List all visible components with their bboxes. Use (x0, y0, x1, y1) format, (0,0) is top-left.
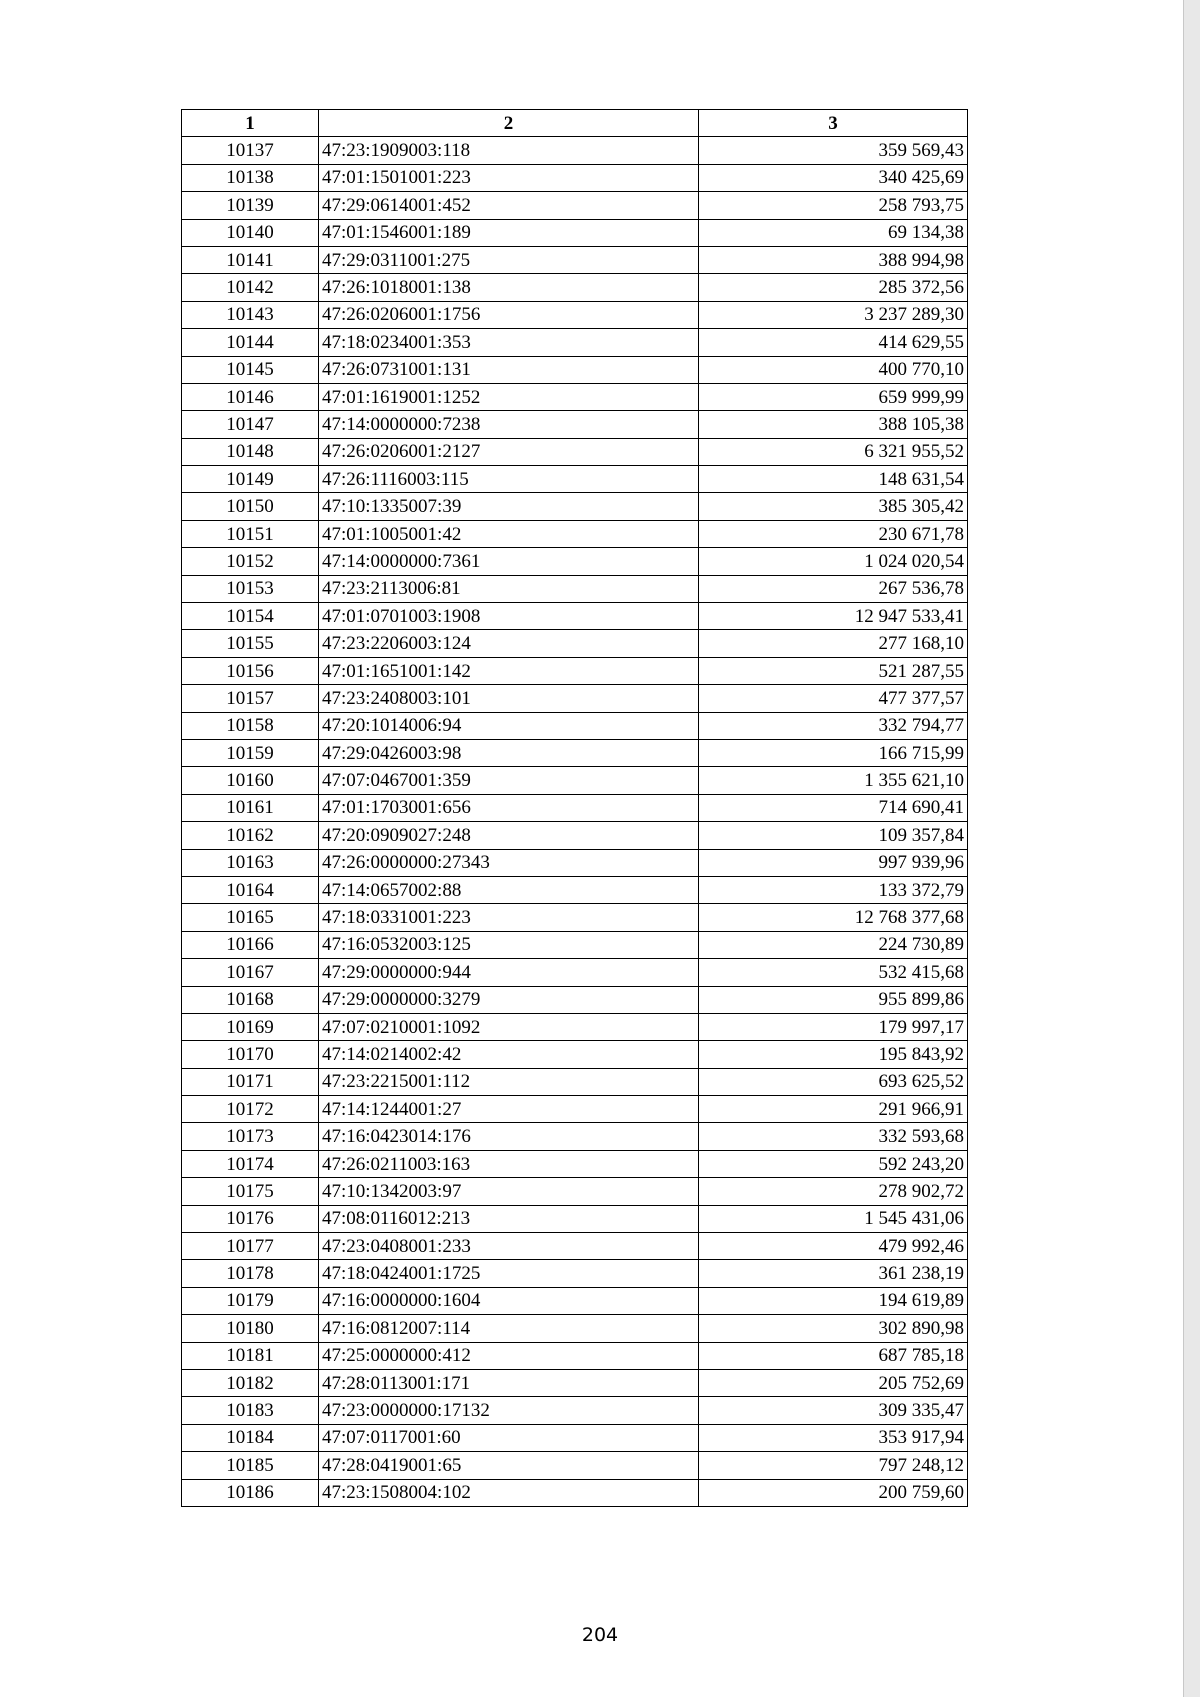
cadastral-value-cell: 6 321 955,52 (699, 438, 968, 465)
cadastral-number-cell: 47:14:0657002:88 (319, 876, 699, 903)
cadastral-value-cell: 521 287,55 (699, 657, 968, 684)
table-row (182, 274, 968, 301)
cadastral-value-cell: 1 545 431,06 (699, 1205, 968, 1232)
table-row (182, 356, 968, 383)
table-row (182, 1397, 968, 1424)
table-body (182, 137, 968, 1507)
cadastral-value-cell: 592 243,20 (699, 1150, 968, 1177)
table-row (182, 767, 968, 794)
table-row (182, 712, 968, 739)
cadastral-value-cell: 1 024 020,54 (699, 548, 968, 575)
table-row (182, 685, 968, 712)
table-row (182, 822, 968, 849)
table-row (182, 1150, 968, 1177)
row-number-cell: 10146 (182, 383, 319, 410)
cadastral-value-cell: 277 168,10 (699, 630, 968, 657)
cadastral-value-cell: 285 372,56 (699, 274, 968, 301)
column-header-cadastral-number: 2 (319, 110, 699, 137)
page-edge-scrollbar (1183, 0, 1200, 1697)
cadastral-value-cell: 179 997,17 (699, 1013, 968, 1040)
table-row (182, 1123, 968, 1150)
table-row (182, 438, 968, 465)
row-number-cell: 10176 (182, 1205, 319, 1232)
table-row (182, 1424, 968, 1451)
table-row (182, 411, 968, 438)
cadastral-number-cell: 47:29:0426003:98 (319, 739, 699, 766)
cadastral-number-cell: 47:29:0614001:452 (319, 192, 699, 219)
cadastral-value-cell: 693 625,52 (699, 1068, 968, 1095)
table-row (182, 657, 968, 684)
row-number-cell: 10140 (182, 219, 319, 246)
row-number-cell: 10137 (182, 137, 319, 164)
row-number-cell: 10157 (182, 685, 319, 712)
cadastral-value-cell: 148 631,54 (699, 466, 968, 493)
cadastral-number-cell: 47:23:2215001:112 (319, 1068, 699, 1095)
table-row (182, 1260, 968, 1287)
row-number-cell: 10143 (182, 301, 319, 328)
row-number-cell: 10183 (182, 1397, 319, 1424)
table-row (182, 959, 968, 986)
row-number-cell: 10151 (182, 520, 319, 547)
cadastral-number-cell: 47:25:0000000:412 (319, 1342, 699, 1369)
table-row (182, 520, 968, 547)
table-row (182, 1315, 968, 1342)
row-number-cell: 10138 (182, 164, 319, 191)
cadastral-number-cell: 47:26:0731001:131 (319, 356, 699, 383)
cadastral-number-cell: 47:01:1619001:1252 (319, 383, 699, 410)
row-number-cell: 10171 (182, 1068, 319, 1095)
cadastral-value-cell: 659 999,99 (699, 383, 968, 410)
cadastral-value-cell: 133 372,79 (699, 876, 968, 903)
table-row (182, 1068, 968, 1095)
cadastral-number-cell: 47:20:0909027:248 (319, 822, 699, 849)
cadastral-value-cell: 477 377,57 (699, 685, 968, 712)
cadastral-number-cell: 47:16:0532003:125 (319, 931, 699, 958)
cadastral-number-cell: 47:26:0211003:163 (319, 1150, 699, 1177)
cadastral-number-cell: 47:26:0206001:2127 (319, 438, 699, 465)
cadastral-value-cell: 109 357,84 (699, 822, 968, 849)
cadastral-value-cell: 955 899,86 (699, 986, 968, 1013)
cadastral-value-cell: 12 768 377,68 (699, 904, 968, 931)
cadastral-number-cell: 47:01:1651001:142 (319, 657, 699, 684)
cadastral-number-cell: 47:26:0000000:27343 (319, 849, 699, 876)
table-row (182, 575, 968, 602)
cadastral-value-cell: 385 305,42 (699, 493, 968, 520)
cadastral-number-cell: 47:26:1018001:138 (319, 274, 699, 301)
table-row (182, 986, 968, 1013)
row-number-cell: 10170 (182, 1041, 319, 1068)
cadastral-number-cell: 47:23:2113006:81 (319, 575, 699, 602)
cadastral-number-cell: 47:23:1508004:102 (319, 1479, 699, 1506)
row-number-cell: 10153 (182, 575, 319, 602)
row-number-cell: 10172 (182, 1096, 319, 1123)
cadastral-value-cell: 205 752,69 (699, 1369, 968, 1396)
cadastral-number-cell: 47:01:1703001:656 (319, 794, 699, 821)
cadastral-value-cell: 687 785,18 (699, 1342, 968, 1369)
cadastral-value-cell: 166 715,99 (699, 739, 968, 766)
cadastral-number-cell: 47:28:0113001:171 (319, 1369, 699, 1396)
cadastral-value-cell: 340 425,69 (699, 164, 968, 191)
cadastral-value-table (181, 109, 968, 1507)
cadastral-value-cell: 194 619,89 (699, 1287, 968, 1314)
row-number-cell: 10149 (182, 466, 319, 493)
row-number-cell: 10167 (182, 959, 319, 986)
table-row (182, 548, 968, 575)
row-number-cell: 10161 (182, 794, 319, 821)
table-row (182, 164, 968, 191)
cadastral-number-cell: 47:14:0214002:42 (319, 1041, 699, 1068)
cadastral-value-cell: 361 238,19 (699, 1260, 968, 1287)
cadastral-number-cell: 47:16:0812007:114 (319, 1315, 699, 1342)
table-row (182, 301, 968, 328)
table-row (182, 1287, 968, 1314)
cadastral-value-cell: 309 335,47 (699, 1397, 968, 1424)
row-number-cell: 10163 (182, 849, 319, 876)
table-row (182, 246, 968, 273)
table-row (182, 219, 968, 246)
table-row (182, 630, 968, 657)
row-number-cell: 10142 (182, 274, 319, 301)
cadastral-value-cell: 359 569,43 (699, 137, 968, 164)
row-number-cell: 10148 (182, 438, 319, 465)
cadastral-number-cell: 47:14:0000000:7238 (319, 411, 699, 438)
table-row (182, 849, 968, 876)
table-header-row (182, 110, 968, 137)
table-row (182, 329, 968, 356)
cadastral-number-cell: 47:01:0701003:1908 (319, 603, 699, 630)
row-number-cell: 10156 (182, 657, 319, 684)
cadastral-value-cell: 224 730,89 (699, 931, 968, 958)
table-row (182, 1233, 968, 1260)
table-row (182, 493, 968, 520)
table-row (182, 1013, 968, 1040)
cadastral-value-cell: 291 966,91 (699, 1096, 968, 1123)
row-number-cell: 10164 (182, 876, 319, 903)
row-number-cell: 10173 (182, 1123, 319, 1150)
cadastral-number-cell: 47:29:0000000:3279 (319, 986, 699, 1013)
cadastral-number-cell: 47:23:1909003:118 (319, 137, 699, 164)
cadastral-value-cell: 400 770,10 (699, 356, 968, 383)
cadastral-number-cell: 47:20:1014006:94 (319, 712, 699, 739)
cadastral-value-cell: 388 105,38 (699, 411, 968, 438)
page-number: 204 (581, 1624, 619, 1646)
row-number-cell: 10180 (182, 1315, 319, 1342)
row-number-cell: 10174 (182, 1150, 319, 1177)
row-number-cell: 10169 (182, 1013, 319, 1040)
cadastral-number-cell: 47:07:0467001:359 (319, 767, 699, 794)
table-row (182, 1096, 968, 1123)
cadastral-value-cell: 479 992,46 (699, 1233, 968, 1260)
cadastral-number-cell: 47:16:0000000:1604 (319, 1287, 699, 1314)
cadastral-number-cell: 47:08:0116012:213 (319, 1205, 699, 1232)
cadastral-value-cell: 200 759,60 (699, 1479, 968, 1506)
row-number-cell: 10184 (182, 1424, 319, 1451)
row-number-cell: 10141 (182, 246, 319, 273)
table-row (182, 794, 968, 821)
row-number-cell: 10182 (182, 1369, 319, 1396)
table-row (182, 904, 968, 931)
cadastral-number-cell: 47:07:0210001:1092 (319, 1013, 699, 1040)
cadastral-number-cell: 47:18:0424001:1725 (319, 1260, 699, 1287)
cadastral-value-cell: 1 355 621,10 (699, 767, 968, 794)
cadastral-number-cell: 47:23:0408001:233 (319, 1233, 699, 1260)
row-number-cell: 10168 (182, 986, 319, 1013)
cadastral-value-cell: 258 793,75 (699, 192, 968, 219)
cadastral-number-cell: 47:14:1244001:27 (319, 1096, 699, 1123)
table-row (182, 876, 968, 903)
row-number-cell: 10186 (182, 1479, 319, 1506)
table-row (182, 1205, 968, 1232)
cadastral-number-cell: 47:26:0206001:1756 (319, 301, 699, 328)
table-row (182, 1041, 968, 1068)
table-row (182, 1452, 968, 1479)
cadastral-number-cell: 47:16:0423014:176 (319, 1123, 699, 1150)
row-number-cell: 10165 (182, 904, 319, 931)
cadastral-number-cell: 47:26:1116003:115 (319, 466, 699, 493)
row-number-cell: 10181 (182, 1342, 319, 1369)
row-number-cell: 10160 (182, 767, 319, 794)
cadastral-value-cell: 230 671,78 (699, 520, 968, 547)
row-number-cell: 10147 (182, 411, 319, 438)
table-row (182, 466, 968, 493)
cadastral-value-cell: 532 415,68 (699, 959, 968, 986)
table-row (182, 137, 968, 164)
cadastral-number-cell: 47:01:1501001:223 (319, 164, 699, 191)
row-number-cell: 10152 (182, 548, 319, 575)
cadastral-number-cell: 47:28:0419001:65 (319, 1452, 699, 1479)
cadastral-number-cell: 47:29:0311001:275 (319, 246, 699, 273)
cadastral-value-cell: 69 134,38 (699, 219, 968, 246)
cadastral-value-cell: 12 947 533,41 (699, 603, 968, 630)
row-number-cell: 10159 (182, 739, 319, 766)
column-header-number: 1 (182, 110, 319, 137)
row-number-cell: 10162 (182, 822, 319, 849)
table-row (182, 192, 968, 219)
row-number-cell: 10177 (182, 1233, 319, 1260)
cadastral-number-cell: 47:23:2408003:101 (319, 685, 699, 712)
table-row (182, 1342, 968, 1369)
cadastral-value-cell: 797 248,12 (699, 1452, 968, 1479)
table-row (182, 383, 968, 410)
table-row (182, 1479, 968, 1506)
cadastral-value-cell: 414 629,55 (699, 329, 968, 356)
row-number-cell: 10154 (182, 603, 319, 630)
cadastral-value-cell: 332 593,68 (699, 1123, 968, 1150)
cadastral-number-cell: 47:01:1546001:189 (319, 219, 699, 246)
cadastral-value-cell: 332 794,77 (699, 712, 968, 739)
row-number-cell: 10150 (182, 493, 319, 520)
cadastral-value-cell: 353 917,94 (699, 1424, 968, 1451)
row-number-cell: 10155 (182, 630, 319, 657)
cadastral-value-cell: 267 536,78 (699, 575, 968, 602)
cadastral-number-cell: 47:07:0117001:60 (319, 1424, 699, 1451)
row-number-cell: 10185 (182, 1452, 319, 1479)
table-row (182, 739, 968, 766)
cadastral-number-cell: 47:01:1005001:42 (319, 520, 699, 547)
table-row (182, 931, 968, 958)
cadastral-number-cell: 47:18:0234001:353 (319, 329, 699, 356)
cadastral-number-cell: 47:14:0000000:7361 (319, 548, 699, 575)
row-number-cell: 10139 (182, 192, 319, 219)
cadastral-value-cell: 714 690,41 (699, 794, 968, 821)
row-number-cell: 10178 (182, 1260, 319, 1287)
cadastral-number-cell: 47:10:1335007:39 (319, 493, 699, 520)
cadastral-value-cell: 278 902,72 (699, 1178, 968, 1205)
cadastral-value-cell: 388 994,98 (699, 246, 968, 273)
row-number-cell: 10158 (182, 712, 319, 739)
row-number-cell: 10175 (182, 1178, 319, 1205)
row-number-cell: 10145 (182, 356, 319, 383)
cadastral-value-cell: 997 939,96 (699, 849, 968, 876)
cadastral-value-cell: 195 843,92 (699, 1041, 968, 1068)
column-header-value: 3 (699, 110, 968, 137)
cadastral-number-cell: 47:18:0331001:223 (319, 904, 699, 931)
row-number-cell: 10179 (182, 1287, 319, 1314)
cadastral-number-cell: 47:23:0000000:17132 (319, 1397, 699, 1424)
cadastral-number-cell: 47:23:2206003:124 (319, 630, 699, 657)
cadastral-number-cell: 47:10:1342003:97 (319, 1178, 699, 1205)
table-row (182, 1178, 968, 1205)
cadastral-value-cell: 3 237 289,30 (699, 301, 968, 328)
row-number-cell: 10144 (182, 329, 319, 356)
table-row (182, 1369, 968, 1396)
row-number-cell: 10166 (182, 931, 319, 958)
table-row (182, 603, 968, 630)
cadastral-value-cell: 302 890,98 (699, 1315, 968, 1342)
cadastral-number-cell: 47:29:0000000:944 (319, 959, 699, 986)
